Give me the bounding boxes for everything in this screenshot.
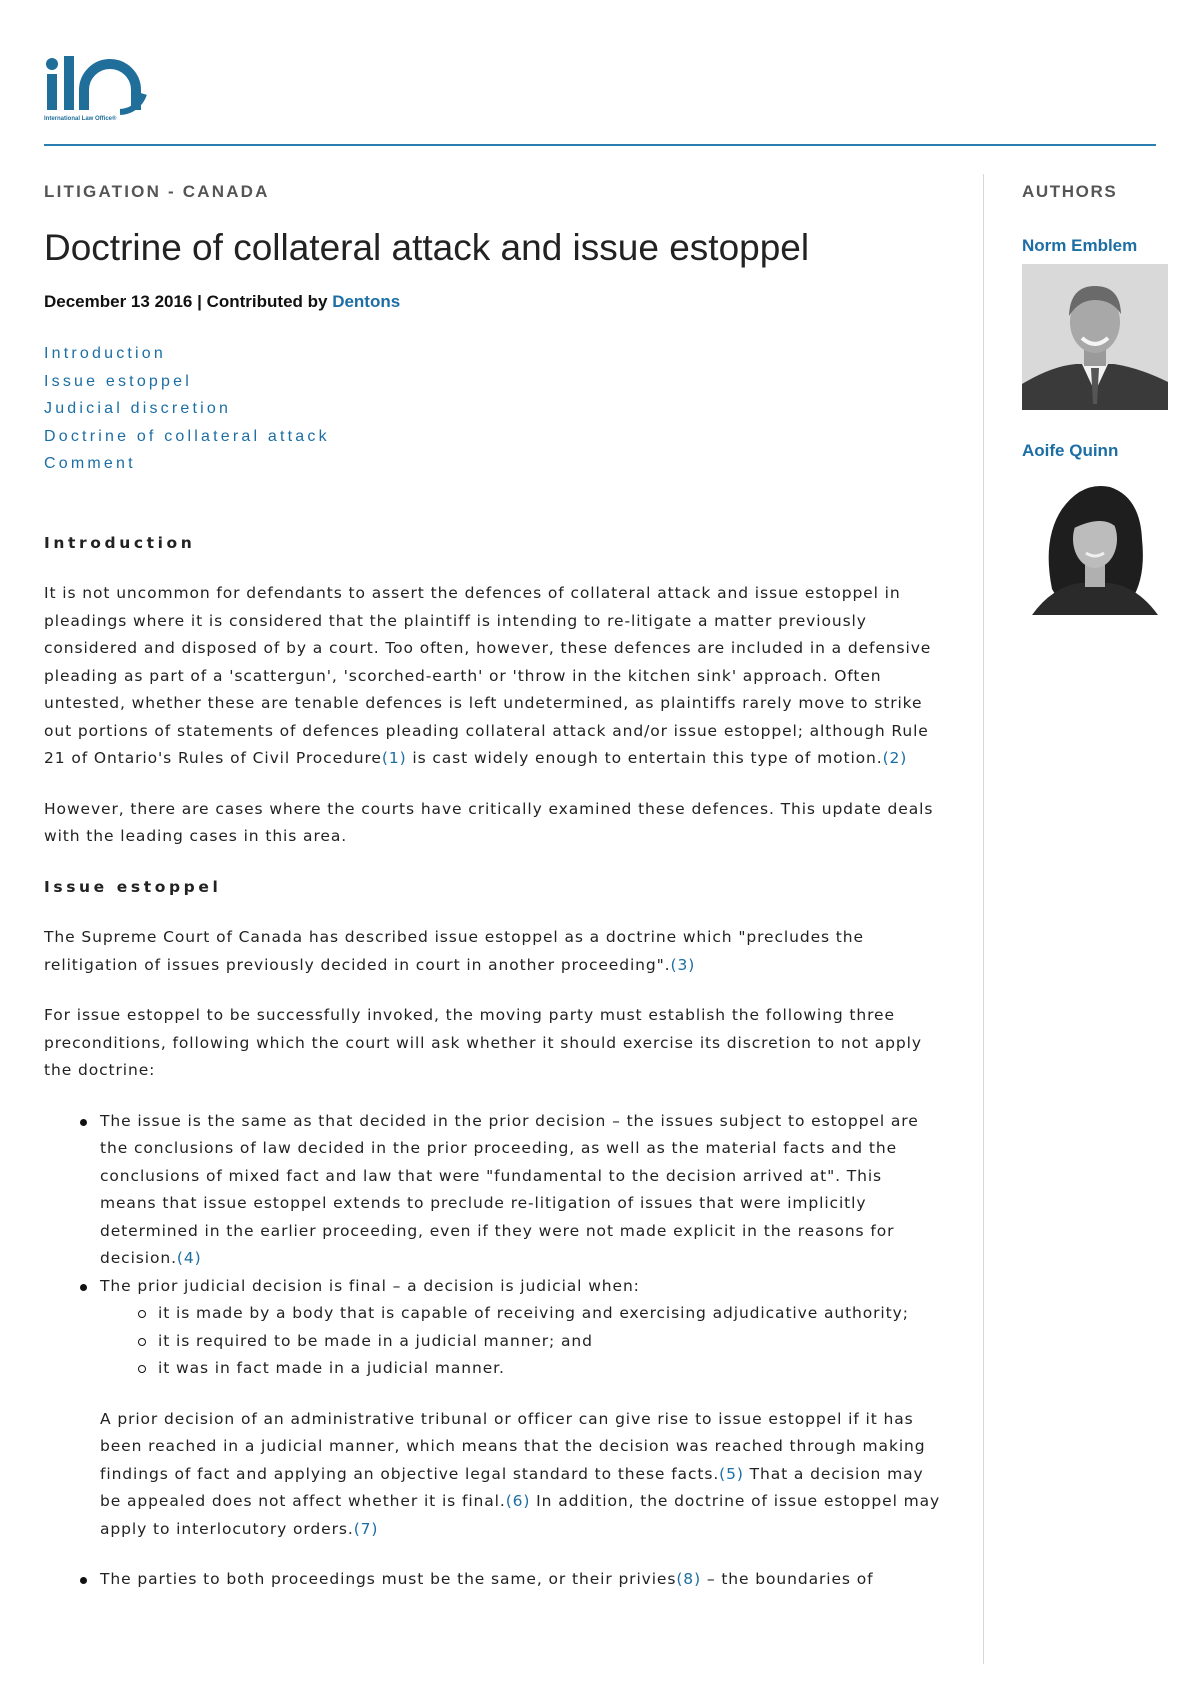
- article-body: [44, 530, 944, 1594]
- paragraph-text: is cast widely enough to entertain this type of motion.: [406, 749, 883, 768]
- paragraph-text: The Supreme Court of Canada has described issue estoppel as a doctrine which "precludes the relitigation of issues previously decided in court in another proceeding".: [44, 928, 864, 974]
- toc-link-comment[interactable]: Comment: [44, 455, 136, 473]
- sub-list-item: it is made by a body that is capable of receiving and exercising adjudicative authority;: [158, 1300, 944, 1328]
- author-portrait-aoife-quinn[interactable]: [1022, 469, 1168, 615]
- heading-issue-estoppel: Issue estoppel: [44, 877, 222, 896]
- table-of-contents: [44, 340, 944, 478]
- bullet-paragraph: [100, 1406, 944, 1544]
- date-contributed: December 13 2016 | Contributed by: [44, 292, 333, 312]
- footnote-link-2[interactable]: (2): [882, 749, 908, 768]
- list-item-text: The parties to both proceedings must be the same, or their privies: [100, 1570, 677, 1589]
- toc-link-collateral-attack[interactable]: Doctrine of collateral attack: [44, 427, 330, 445]
- footnote-link-4[interactable]: (4): [176, 1249, 202, 1268]
- paragraph-text: A prior decision of an administrative tribunal or officer can give rise to issue estoppel if it has been reached in a judicial manner, which means that the decision was reached through making findings of fact and applying an objective legal standard to these facts.: [100, 1409, 926, 1483]
- list-item: [100, 1108, 944, 1273]
- sub-list-item: it was in fact made in a judicial manner.: [158, 1355, 944, 1383]
- article-meta: [44, 292, 944, 312]
- paragraph-text: That a decision may be appealed does not affect whether it is final.: [100, 1464, 924, 1511]
- toc-link-introduction[interactable]: Introduction: [44, 345, 167, 363]
- article: [44, 174, 944, 1594]
- section-label: LITIGATION - CANADA: [44, 182, 270, 201]
- column-divider: [983, 174, 984, 1664]
- author-link-aoife-quinn[interactable]: Aoife Quinn: [1022, 441, 1119, 460]
- list-item-text: – the boundaries of: [701, 1570, 874, 1589]
- toc-link-issue-estoppel[interactable]: Issue estoppel: [44, 372, 192, 390]
- authors-sidebar: [1022, 174, 1172, 620]
- toc-link-judicial-discretion[interactable]: Judicial discretion: [44, 400, 232, 418]
- authors-heading: AUTHORS: [1022, 182, 1118, 201]
- paragraph-issue-estoppel-1: [44, 924, 944, 979]
- heading-introduction: Introduction: [44, 533, 196, 552]
- footnote-link-7[interactable]: (7): [353, 1519, 379, 1538]
- logo-text: International Law Office®: [44, 116, 117, 122]
- footnote-link-3[interactable]: (3): [670, 955, 696, 974]
- header-rule: [44, 144, 1156, 146]
- preconditions-list: [44, 1108, 944, 1594]
- paragraph-intro-2: However, there are cases where the courts have critically examined these defences. This update deals with the leading cases in this area.: [44, 799, 934, 846]
- firm-link[interactable]: Dentons: [332, 292, 401, 312]
- ilo-logo-mark: [44, 54, 174, 116]
- paragraph-issue-estoppel-2: For issue estoppel to be successfully invoked, the moving party must establish the following three preconditions, following which the court will ask whether it should exercise its discretion to not apply the doctrine:: [44, 1006, 922, 1080]
- sub-list-item: it is required to be made in a judicial manner; and: [158, 1328, 944, 1356]
- paragraph-text: In addition, the doctrine of issue estoppel may apply to interlocutory orders.: [100, 1492, 941, 1538]
- author-portrait-norm-emblem[interactable]: [1022, 264, 1168, 410]
- list-item-text: The prior judicial decision is final – a decision is judicial when:: [100, 1276, 640, 1295]
- footnote-link-1[interactable]: (1): [381, 749, 407, 768]
- sub-list: [100, 1300, 944, 1383]
- page-title: Doctrine of collateral attack and issue estoppel: [44, 227, 810, 268]
- author-link-norm-emblem[interactable]: Norm Emblem: [1022, 236, 1138, 255]
- paragraph-text: It is not uncommon for defendants to assert the defences of collateral attack and issue estoppel in pleadings where it is considered that the plaintiff is intending to re-litigate a matter previously considered and disposed of by a court. Too often, however, these defences are included in a defensive pleading as part of a 'scattergun', 'scorched-earth' or 'throw in the kitchen sink' approach. Often untested, whether these are tenable defences is left undetermined, as plaintiffs rarely move to strike out portions of statements of defences pleading collateral attack and/or issue estoppel; although Rule 21 of Ontario's Rules of Civil Procedure: [44, 584, 932, 768]
- list-item: [100, 1566, 944, 1594]
- ilo-logo[interactable]: [44, 54, 174, 134]
- list-item-text: The issue is the same as that decided in the prior decision – the issues subject to estoppel are the conclusions of law decided in the prior proceeding, as well as the material facts and the conclusions of mixed fact and law that were "fundamental to the decision arrived at". This means that issue estoppel extends to preclude re-litigation of issues that were implicitly determined in the earlier proceeding, even if they were not made explicit in the reasons for decision.: [100, 1111, 919, 1268]
- footnote-link-6[interactable]: (6): [505, 1492, 531, 1511]
- footnote-link-8[interactable]: (8): [676, 1570, 702, 1589]
- footnote-link-5[interactable]: (5): [719, 1464, 744, 1483]
- paragraph-intro-1: [44, 580, 944, 773]
- list-item: [100, 1273, 944, 1544]
